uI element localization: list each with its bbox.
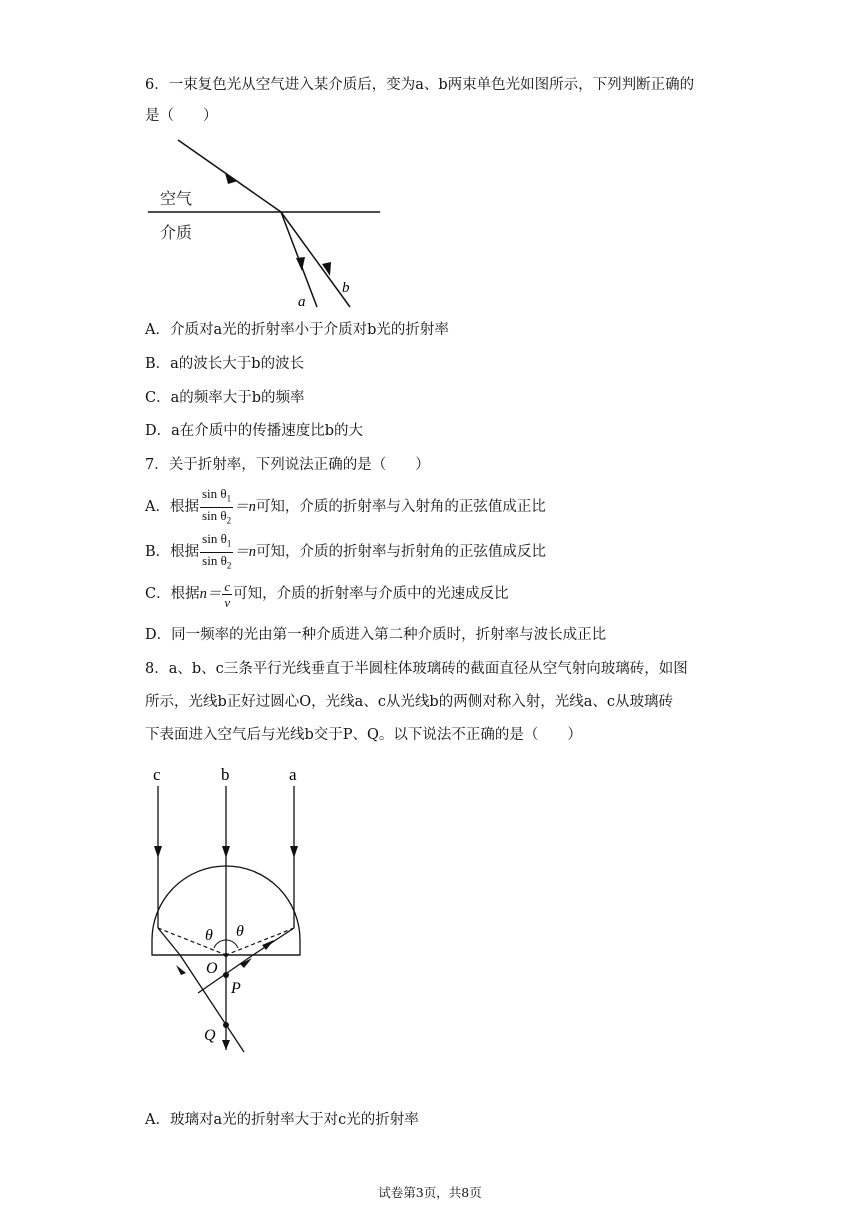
q7-a-sub1: 1	[226, 493, 232, 504]
q8-label-theta-left: θ	[205, 927, 213, 944]
q6-label-medium: 介质	[160, 225, 193, 242]
q7-a-sub2: 2	[226, 515, 232, 526]
q6-option-a: A．介质对a光的折射率小于介质对b光的折射率	[145, 322, 449, 338]
q6-label-air: 空气	[160, 191, 193, 208]
q7-b-sub2: 2	[226, 560, 232, 571]
q7-option-d: D．同一频率的光由第一种介质进入第二种介质时，折射率与波长成正比	[145, 627, 607, 643]
q8-refracted-c-inside	[158, 928, 180, 955]
q8-point-Q	[223, 1022, 229, 1028]
q7-c-den: v	[224, 594, 231, 610]
q7-c-n-eq: n＝	[199, 586, 222, 602]
q7-a-sin2: sin θ	[201, 507, 227, 523]
q8-label-P: P	[231, 980, 241, 997]
q8-stem-line1: 8．a、b、c三条平行光线垂直于半圆柱体玻璃砖的截面直径从空气射向玻璃砖，如图	[145, 661, 688, 677]
q8-label-a: a	[289, 765, 297, 784]
q8-stem-line3: 下表面进入空气后与光线b交于P、Q。以下说法不正确的是（ ）	[145, 727, 582, 743]
q7-b-eq-n: ＝n	[234, 544, 257, 561]
q7-a-eq-n: ＝n	[234, 499, 256, 516]
q8-point-O	[224, 953, 228, 957]
q7-a-sin1: sin θ	[201, 486, 227, 501]
q8-label-theta-right: θ	[236, 923, 244, 940]
q7-option-c-prefix: C．根据	[145, 586, 200, 602]
q7-b-sin2: sin θ	[202, 552, 227, 568]
q8-point-P	[223, 972, 229, 978]
q8-label-b: b	[221, 765, 230, 784]
q6-stem-line1: 6．一束复色光从空气进入某介质后，变为a、b两束单色光如图所示，下列判断正确的	[145, 77, 695, 93]
q7-b-sin1: sin θ	[202, 531, 227, 546]
q8-label-Q: Q	[204, 1027, 216, 1044]
q6-stem-line2: 是（ ）	[145, 108, 218, 124]
q7-option-a-prefix: A．根据	[145, 499, 199, 516]
q7-stem: 7．关于折射率，下列说法正确的是（ ）	[145, 457, 430, 473]
q6-label-a: a	[298, 294, 306, 310]
q6-label-b: b	[342, 280, 350, 296]
q7-option-c-suffix: 可知，介质的折射率与介质中的光速成反比	[233, 586, 509, 602]
q7-option-a-suffix: 可知，介质的折射率与入射角的正弦值成正比	[255, 499, 546, 516]
q8-label-c: c	[153, 765, 161, 784]
q7-option-b-prefix: B．根据	[145, 544, 200, 561]
q8-stem-line2: 所示，光线b正好过圆心O，光线a、c从光线b的两侧对称入射，光线a、c从玻璃砖	[145, 694, 673, 710]
page-footer: 试卷第3页，共8页	[378, 1185, 482, 1200]
q6-option-b: B．a的波长大于b的波长	[145, 356, 305, 372]
q8-label-O: O	[206, 960, 218, 977]
q7-c-num: c	[224, 578, 231, 594]
q7-option-b-suffix: 可知，介质的折射率与折射角的正弦值成反比	[256, 544, 547, 561]
q6-option-d: D．a在介质中的传播速度比b的大	[145, 423, 364, 439]
q8-option-a: A．玻璃对a光的折射率大于对c光的折射率	[145, 1112, 419, 1128]
q7-b-sub1: 1	[226, 538, 232, 549]
q6-option-c: C．a的频率大于b的频率	[145, 390, 305, 406]
